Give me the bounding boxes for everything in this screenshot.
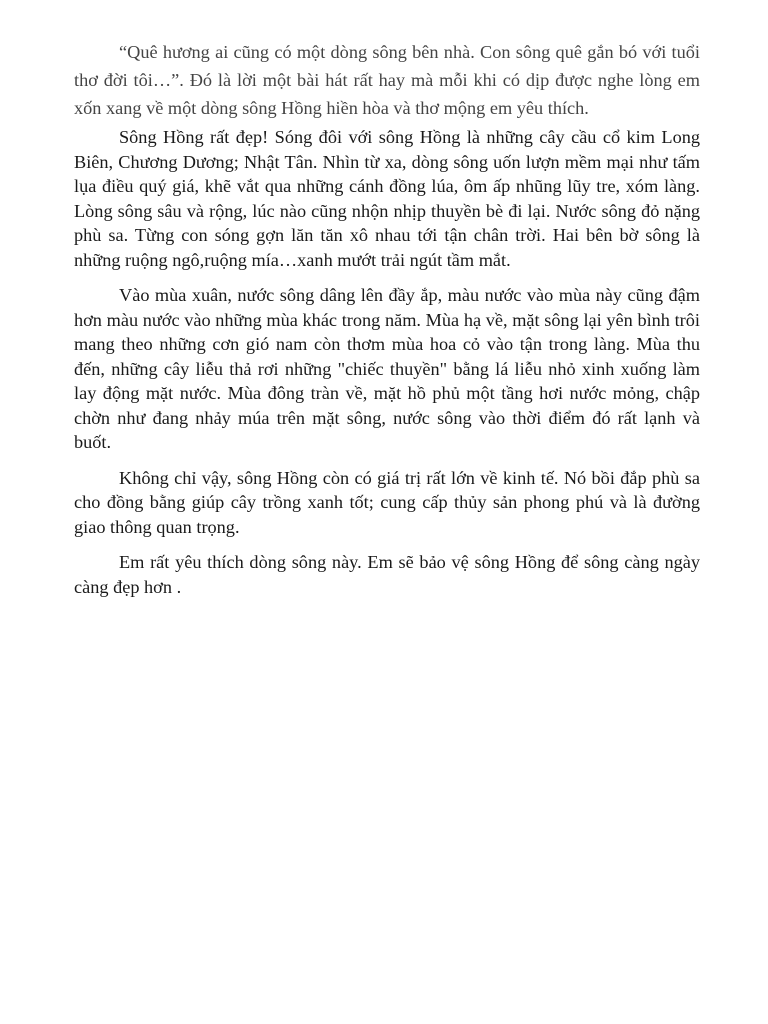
paragraph-seasons: Vào mùa xuân, nước sông dâng lên đầy ắp, màu nước vào mùa này cũng đậm hơn màu nước vào những mùa khác trong năm. Mùa hạ về, mặt sông lại yên bình trôi mang theo những cơn gió nam còn thơm mùa hoa cỏ vào tận trong làng. Mùa thu đến, những cây liễu thả rơi những "chiếc thuyền" bằng lá liễu nhỏ xinh xuống làm lay động mặt nước. Mùa đông tràn về, mặt hồ phủ một tầng hơi nước mỏng, chập chờn như đang nhảy múa trên mặt sông, nước sông vào thời điểm đó rất lạnh và buốt. — [74, 285, 700, 452]
document-page — [74, 38, 700, 599]
paragraph-intro: “Quê hương ai cũng có một dòng sông bên nhà. Con sông quê gắn bó với tuổi thơ đời tôi…”. Đó là lời một bài hát rất hay mà mỗi khi có dịp được nghe lòng em xốn xang về một dòng sông Hồng hiền hòa và thơ mộng em yêu thích. — [74, 42, 700, 118]
paragraph-description: Sông Hồng rất đẹp! Sóng đôi với sông Hồng là những cây cầu cổ kim Long Biên, Chương Dương; Nhật Tân. Nhìn từ xa, dòng sông uốn lượn mềm mại như tấm lụa điều quý giá, khẽ vắt qua những cánh đồng lúa, ôm ấp nhũng lũy tre, xóm làng. Lòng sông sâu và rộng, lúc nào cũng nhộn nhịp thuyền bè đi lại. Nước sông đỏ nặng phù sa. Từng con sóng gợn lăn tăn xô nhau tới tận chân trời. Hai bên bờ sông là những ruộng ngô,ruộng mía…xanh mướt trải ngút tầm mắt. — [74, 127, 700, 270]
paragraph-economy: Không chỉ vậy, sông Hồng còn có giá trị rất lớn về kinh tế. Nó bồi đắp phù sa cho đồng bằng giúp cây trồng xanh tốt; cung cấp thủy sản phong phú và là đường giao thông quan trọng. — [74, 467, 700, 537]
paragraph-conclusion: Em rất yêu thích dòng sông này. Em sẽ bảo vệ sông Hồng để sông càng ngày càng đẹp hơn . — [74, 552, 700, 597]
